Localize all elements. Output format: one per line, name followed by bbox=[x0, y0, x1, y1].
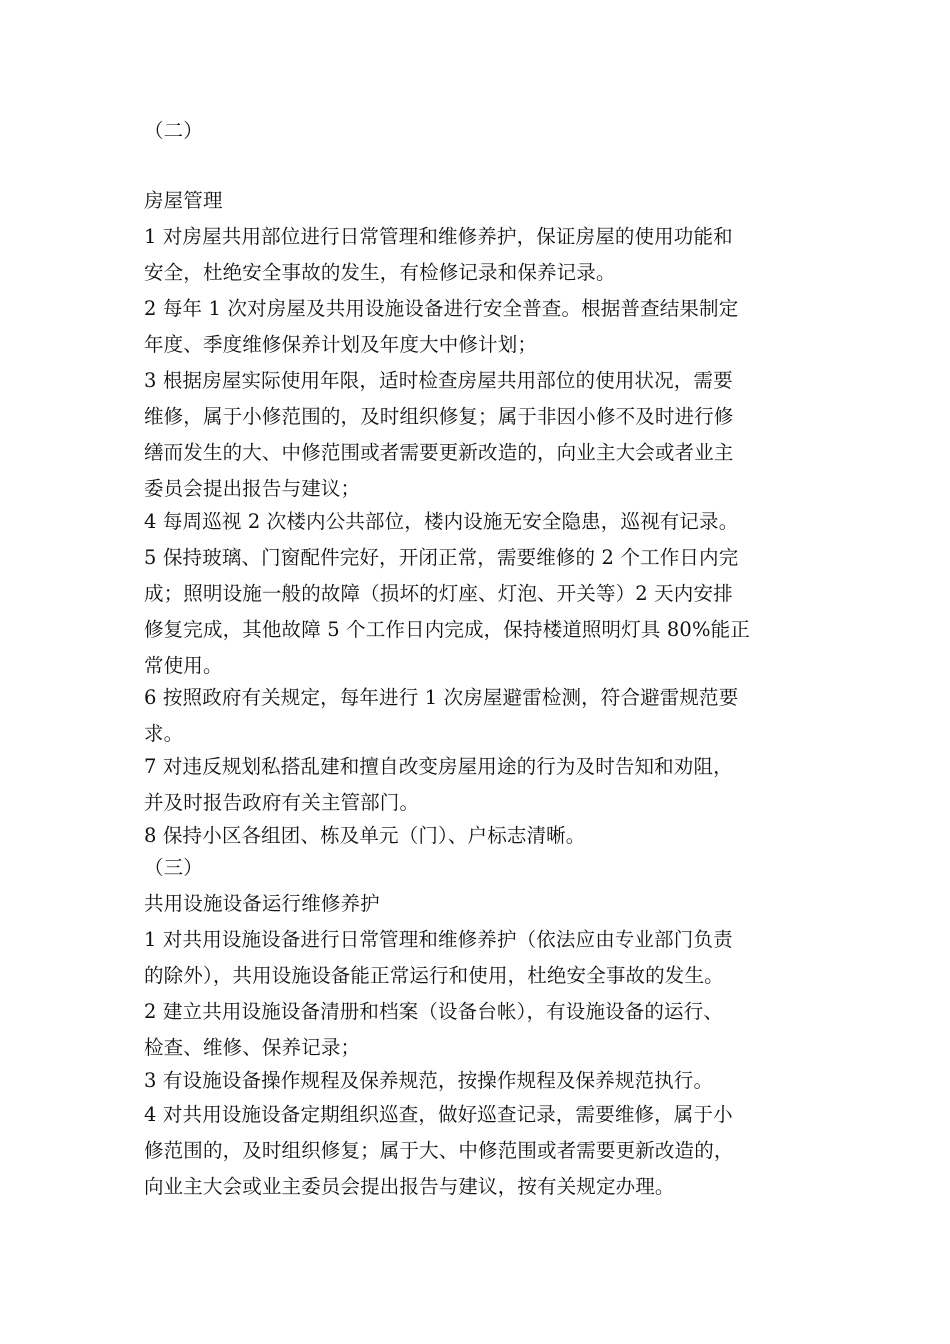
paragraph-line: 4 每周巡视 2 次楼内公共部位，楼内设施无安全隐患，巡视有记录。 bbox=[144, 510, 739, 533]
paragraph-line: 7 对违反规划私搭乱建和擅自改变房屋用途的行为及时告知和劝阻， bbox=[144, 755, 733, 778]
paragraph-line: 安全，杜绝安全事故的发生，有检修记录和保养记录。 bbox=[144, 261, 616, 284]
paragraph-line: 常使用。 bbox=[144, 654, 223, 677]
paragraph-line: 8 保持小区各组团、栋及单元（门）、户标志清晰。 bbox=[144, 824, 586, 847]
section-2-label: （二） bbox=[144, 119, 203, 142]
paragraph-line: 2 建立共用设施设备清册和档案（设备台帐），有设施设备的运行、 bbox=[144, 1000, 724, 1023]
paragraph-line: 1 对房屋共用部位进行日常管理和维修养护，保证房屋的使用功能和 bbox=[144, 225, 733, 248]
paragraph-line: 修复完成，其他故障 5 个工作日内完成，保持楼道照明灯具 80%能正 bbox=[144, 618, 750, 641]
paragraph-line: 并及时报告政府有关主管部门。 bbox=[144, 791, 420, 814]
paragraph-line: 6 按照政府有关规定，每年进行 1 次房屋避雷检测，符合避雷规范要 bbox=[144, 686, 739, 709]
paragraph-line: 向业主大会或业主委员会提出报告与建议，按有关规定办理。 bbox=[144, 1175, 675, 1198]
paragraph-line: 修范围的，及时组织修复；属于大、中修范围或者需要更新改造的， bbox=[144, 1139, 734, 1162]
section-3-label: （三） bbox=[144, 856, 203, 879]
section-2-title: 房屋管理 bbox=[144, 189, 223, 212]
paragraph-line: 3 有设施设备操作规程及保养规范，按操作规程及保养规范执行。 bbox=[144, 1069, 714, 1092]
section-3-title: 共用设施设备运行维修养护 bbox=[144, 892, 380, 915]
paragraph-line: 2 每年 1 次对房屋及共用设施设备进行安全普查。根据普查结果制定 bbox=[144, 297, 739, 320]
paragraph-line: 成；照明设施一般的故障（损坏的灯座、灯泡、开关等）2 天内安排 bbox=[144, 582, 733, 605]
paragraph-line: 年度、季度维修保养计划及年度大中修计划； bbox=[144, 333, 538, 356]
paragraph-line: 3 根据房屋实际使用年限，适时检查房屋共用部位的使用状况，需要 bbox=[144, 369, 733, 392]
paragraph-line: 求。 bbox=[144, 722, 184, 745]
paragraph-line: 1 对共用设施设备进行日常管理和维修养护（依法应由专业部门负责 bbox=[144, 928, 733, 951]
paragraph-line: 5 保持玻璃、门窗配件完好，开闭正常，需要维修的 2 个工作日内完 bbox=[144, 546, 739, 569]
paragraph-line: 的除外），共用设施设备能正常运行和使用，杜绝安全事故的发生。 bbox=[144, 964, 724, 987]
paragraph-line: 检查、维修、保养记录； bbox=[144, 1036, 361, 1059]
paragraph-line: 委员会提出报告与建议； bbox=[144, 477, 361, 500]
paragraph-line: 缮而发生的大、中修范围或者需要更新改造的，向业主大会或者业主 bbox=[144, 441, 734, 464]
paragraph-line: 4 对共用设施设备定期组织巡查，做好巡查记录，需要维修，属于小 bbox=[144, 1103, 733, 1126]
paragraph-line: 维修，属于小修范围的，及时组织修复；属于非因小修不及时进行修 bbox=[144, 405, 734, 428]
